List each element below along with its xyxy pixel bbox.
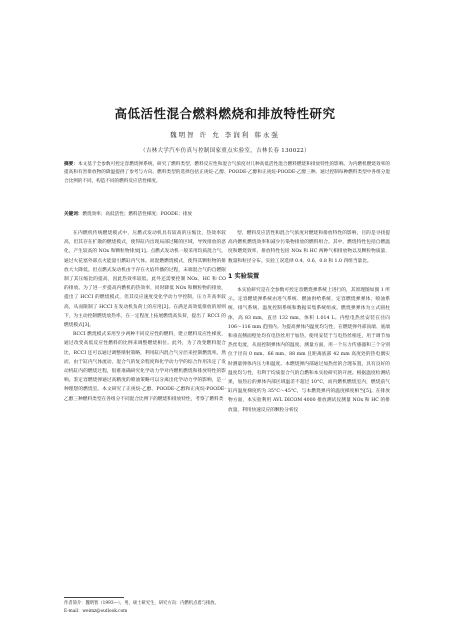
keywords-block <box>64 211 390 219</box>
paper-title: 高低活性混合燃料燃烧和排放特性研究 <box>114 106 336 121</box>
footnote <box>64 600 234 615</box>
footnote-email: E-mail：weimz@outlook.com <box>64 608 128 614</box>
abstract-text: 本文基于全参数可控定容燃烧弹系统，研究了燃料类型、燃料反应性和混合气浓度对几种高低活性混合燃料燃烧和排放特性的影响。为内燃机燃烧效率的提高和有害排放物的降温提供了参考与方向。燃料类型的选择包括正庚烷-乙醇、POODE-乙醇和正庚烷-POODE-乙醇三种。通过控制每种燃料类型中各组分混合比例的不同，构造不同的燃料反应活性梯度。 <box>64 162 390 184</box>
footnote-author-bio: 作者简介：魏明智（1993—），男，硕士研究生，研究方向：内燃机点着与排放。 <box>64 601 219 606</box>
right-column <box>228 229 390 415</box>
section-heading: 1 实验装置 <box>228 272 260 280</box>
abstract-block <box>64 161 390 186</box>
author-list: 魏明智 许 允 李润利 韩永强 <box>170 131 280 139</box>
body-paragraph: 在内燃机传统燃烧模式中，压燃式发动机具有较高的压缩比，热效率较高，但其存在扩散的燃烧模式，使得缸内出现局部过稀的区域，导致排放的恶化，产生较高的 NOx 和颗粒物排放[1]。点燃式发动机一般采用均质混合气，通过火花塞外部点火能量引燃缸内气体。而混燃燃烧模式，使得其颗粒物的排放大大降低。但点燃式发动机由于存在火焰传播的过程，末端混合气的自燃限制了其压缩比的提高，因此热效率较低。此外还需要控制 NOx、HC 和 CO 的排放。为了进一步提高内燃机的热效率，同时降低 NOx 和颗粒物的排放，提出了 HCCI 的燃烧模式，但其反应速度受化学动力学控制，压力升高率较高，从而限制了 HCCI 在发动机负荷上的应用[2]。在满足高效低排放的原则下，为主动控制燃烧放热率，在一定程度上拓展燃烧高负荷，提出了 RCCI 的燃烧模式[3]。 <box>64 231 226 329</box>
body-paragraph: 型、燃料反应活性和混合气浓度对燃烧和排放特性的影响，目的是寻找提高内燃机燃烧效率和减少污染物排放的燃料组合。其中，燃烧特性包括自燃温度和燃烧效率，排放特性包括 NOx 和 HC 两种气相排放物以及颗粒物质量、数量和粒径分布。实验工况选择 0.4、0.6、0.8 和 1.0 四组当量比。 <box>228 231 390 264</box>
body-paragraph: 本实验研究是在全参数可控定容燃烧弹系统上进行的，其原理图如图 1 所示。定容燃烧弹系统由进气系统、燃油供给系统、定容燃烧弹弹体、喷油系统、排气系统、温度控制系统和数据采集系统组成。燃烧弹弹体为立式圆柱体，高 83 mm，直径 132 mm，体积 1.014 L。内壁电热丝安装在径向 106～116 mm 范围内。为提高弹体内温度均匀性，在燃烧弹外部顶端、底端和垂直侧面壁处均有电热丝用于加热。使用安装于与电热丝相连，用于调节加热丝电流，从而控制弹体内的温度。测量方面，用一个压力传感器和三个分别位于径向 0 mm、66 mm、88 mm 且距离底部 42 mm 高度处的热电偶实时测量弹体内压力和温度。本燃烧弹内部通过加热丝的合理布置，具有良好的温度均匀性，有利于均质混合气的自燃和本实验研究的开展。根据温度检测结果，加热后的弹体内部区域温差不超过 10°C，而内燃机燃烧室内，燃烧前气缸内温度梯度约为 35°C～45°C，与本燃烧弹内的温度梯度相当[5]。在排放物方面，本实验利用 AVL DICOM 4000 排放测试仪测量 NOx 和 HC 的排放量，利用快速反应的颗粒分析仪 <box>228 288 390 413</box>
footnote-divider <box>64 597 124 598</box>
abstract-label: 摘要： <box>64 162 78 167</box>
left-column <box>64 229 226 404</box>
keywords-label: 关键词： <box>64 212 83 217</box>
body-paragraph: RCCI 燃烧模式采用至少两种不同反应性的燃料，建立燃料反应性梯度，通过改变高低反应性燃料的比例来调整燃烧相位。此外，为了改变燃料混合比，RCCI 还可以通过调整喷射策略，利用缸内混合气分层来控制燃烧率。然而，由于缸内气体流动，混合气的复杂程度和化学动力学的综合作用决定了发动机缸内的燃烧过程，很难准确研究化学动力学对内燃机燃烧和排放特性的影响。鉴定容燃烧弹通过高精度的喷油策略可以分离出化学动力学的影响，是一种理想的燃烧室。本文研究了正庚烷-乙醇、POODE-乙醇和正庚烷-POODE-乙醇三种燃料类型在各组分不同混合比例下的燃烧和排放特性，考察了燃料类 <box>64 332 226 402</box>
affiliation: （吉林大学汽车仿真与控制国家重点实验室，吉林长春 130022） <box>140 148 310 154</box>
keywords-text: 燃烧效率；高低活性；燃料活性梯度；POODE；排放 <box>82 212 192 217</box>
